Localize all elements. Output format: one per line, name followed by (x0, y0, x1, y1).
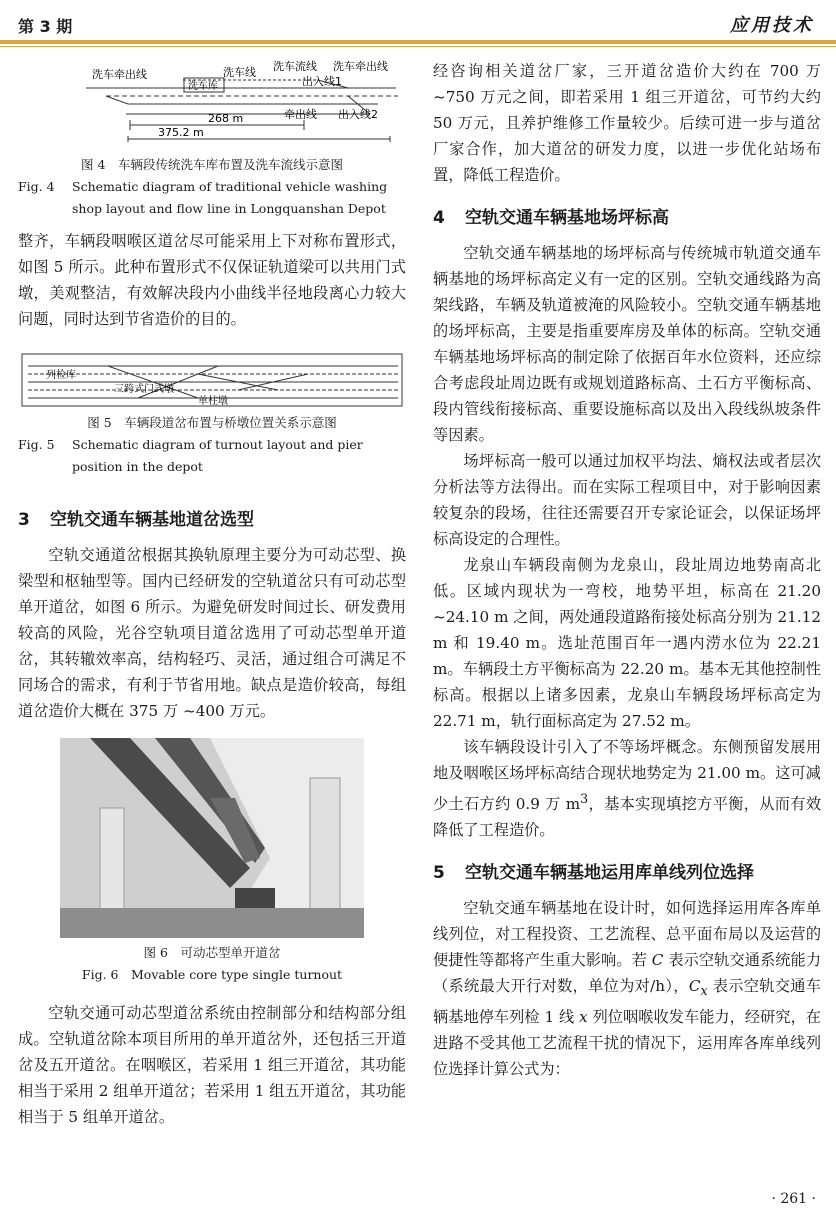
page-header (0, 0, 836, 44)
figure-6-caption-zh: 图 6 可动芯型单开道岔 (143, 945, 281, 960)
fig4-label-exit-line: 牵出线 (284, 108, 317, 121)
figure-4-diagram (18, 58, 406, 150)
section-5-number: 5 (433, 863, 445, 884)
section-5-paragraph (433, 895, 821, 1082)
fig4-label-wash-line: 洗车线 (223, 66, 256, 79)
fig5-label-single-pier: 单柱墩 (198, 396, 228, 407)
fig4-label-wash-stub-line: 洗车牵出线 (92, 68, 147, 81)
figure-4-caption-en-text: Schematic diagram of traditional vehicle washing shop layout and flow line in Longquanshan Depot (72, 179, 388, 216)
paragraph-turnout-cost: 经咨询相关道岔厂家，三开道岔造价大约在 700 万 ~750 万元之间，即若采用 1 组三开道岔，可节约大约 50 万元，且养护维修工作量较少。后续可进一步与道岔厂家合作，加大道岔的研发力度，以进一步优化站场布置，降低工程造价。 (433, 62, 821, 184)
fig4-label-wash-flow-line: 洗车流线 (273, 60, 317, 73)
section-4-paragraph-4 (433, 734, 821, 843)
fig4-label-len-375: 375.2 m (158, 126, 204, 139)
fig4-label-wash-shop: 洗车库 (188, 81, 218, 92)
symbol-C: C (651, 951, 664, 970)
section-4-number: 4 (433, 208, 445, 228)
section-5-text-b: 表示空轨交通系统能力（系统最大开行对数，单位为对/h）， (433, 951, 822, 996)
fig5-label-bridge-pier: 三跨式门式墩 (114, 384, 174, 395)
left-column (18, 58, 406, 1130)
figure-5-diagram (18, 344, 406, 408)
figure-5-caption-zh: 图 5 车辆段道岔布置与桥墩位置关系示意图 (87, 415, 337, 430)
figure-4-caption-en (18, 176, 406, 220)
figure-4 (18, 58, 406, 220)
right-column (433, 58, 821, 1082)
fig4-label-entry-line-1: 出入线1 (302, 75, 342, 88)
figure-4-label: Fig. 4 (18, 179, 55, 194)
figure-6 (18, 738, 406, 986)
section-3-number: 3 (18, 510, 30, 530)
figure-5-caption-en-text: Schematic diagram of turnout layout and pier position in the depot (72, 437, 363, 474)
section-4-p4-superscript: 3 (580, 791, 589, 806)
section-5-heading (433, 861, 821, 885)
figure-4-caption-zh: 图 4 车辆段传统洗车库布置及洗车流线示意图 (81, 157, 343, 172)
section-5-text-d: 列位咽喉收发车能力，经研究，在进路不受其他工艺流程干扰的情况下，运用库各库单线列位选择计算公式为： (433, 1008, 821, 1079)
figure-5-label: Fig. 5 (18, 437, 55, 452)
figure-6-caption-en-text: Movable core type single turnout (131, 967, 343, 982)
figure-6-label: Fig. 6 (81, 967, 119, 982)
header-rule (0, 40, 836, 44)
section-4-paragraph-3: 龙泉山车辆段南侧为龙泉山，段址周边地势南高北低。区域内现状为一弯校，地势平坦，标高在 21.20 ~24.10 m 之间，两处通段道路衔接处标高分别为 21.12 m 和 19.40 m。选址范围百年一遇内涝水位为 22.21 m。车辆段土方平衡标高为 22.20 m。基本无其他控制性标高。根据以上诸多因素，龙泉山车辆段场坪标高定为 22.71 m，轨行面标高定为 27.52 m。 (433, 556, 821, 730)
page-number: · 261 · (771, 1191, 816, 1207)
symbol-Cx: C (688, 977, 701, 996)
section-5-text-c: 表示空轨交通车辆基地停车列检 1 线 (433, 977, 821, 1027)
section-4-p4-text: 该车辆段设计引入了不等场坪概念。东侧预留发展用地及咽喉区场坪标高结合现状地势定为 21.00 m。这可减少土石方约 0.9 万 m (433, 738, 821, 814)
section-4-paragraph-2: 场坪标高一般可以通过加权平均法、熵权法或者层次分析法等方法得出。而在实际工程项目中，对于影响因素较复杂的段场，往往还需要召开专家论证会，以保证场坪标高设定的合理性。 (433, 452, 821, 548)
fig5-label-parking-shop: 列检库 (46, 370, 76, 381)
column-title: 应用技术 (730, 15, 814, 36)
fig4-label-entry-line-2: 出入线2 (338, 108, 378, 121)
figure-5-caption-en (18, 434, 406, 478)
section-5-text-a: 空轨交通车辆基地在设计时，如何选择运用库各库单线列位，对工程投资、工艺流程、总平面布局以及运营的便捷性等都将产生重大影响。若 (433, 899, 821, 970)
fig4-label-wash-exit-line: 洗车牵出线 (333, 60, 388, 73)
symbol-x: x (579, 1008, 588, 1027)
section-4-p4-text-end: ，基本实现填挖方平衡，从而有效降低了工程造价。 (433, 795, 822, 840)
section-5-title: 空轨交通车辆基地运用库单线列位选择 (465, 863, 754, 884)
symbol-Cx-subscript: x (700, 983, 708, 999)
figure-5 (18, 344, 406, 478)
section-4-paragraph-1: 空轨交通车辆基地的场坪标高与传统城市轨道交通车辆基地的场坪标高定义有一定的区别。空轨交通线路为高架线路，车辆及轨道被淹的风险较小。空轨交通车辆基地的场坪标高，主要是指重要库房及单体的标高。空轨交通车辆基地场坪标高的制定除了依据百年水位资料，还应综合考虑段址周边既有或规划道路标高、土石方平衡标高、段内管线衔接标高、重要设施标高以及出入段线纵坡条件等因素。 (433, 244, 821, 444)
header-rule-thin (0, 46, 836, 47)
figure-6-photo (60, 738, 364, 938)
issue-label: 第 3 期 (18, 17, 73, 36)
figure-6-caption-en (18, 964, 406, 986)
paragraph-continuation: 整齐，车辆段咽喉区道岔尽可能采用上下对称布置形式，如图 5 所示。此种布置形式不仅保证轨道梁可以共用门式墩，美观整洁，有效解决段内小曲线半径地段离心力较大问题，同时达到节省造价的目的。 (18, 232, 406, 328)
fig4-label-len-268: 268 m (208, 112, 244, 125)
section-4-title: 空轨交通车辆基地场坪标高 (465, 208, 669, 228)
section-3-heading (18, 508, 406, 532)
section-3-paragraph: 空轨交通道岔根据其换轨原理主要分为可动芯型、换梁型和枢轴型等。国内已经研发的空轨道岔只有可动芯型单开道岔，如图 6 所示。为避免研发时间过长、研发费用较高的风险，光谷空轨项目道岔选用了可动芯型单开道岔，其转辙效率高，结构轻巧、灵活，通过组合可满足不同场合的需求，有利于节省用地。缺点是造价较高，每组道岔造价大概在 375 万 ~400 万元。 (18, 546, 406, 720)
figure-6-photo-illustration (60, 738, 364, 938)
section-3-title: 空轨交通车辆基地道岔选型 (50, 510, 254, 530)
paragraph-turnout-system: 空轨交通可动芯型道岔系统由控制部分和结构部分组成。空轨道岔除本项目所用的单开道岔外，还包括三开道岔及五开道岔。在咽喉区，若采用 1 组三开道岔，其功能相当于采用 2 组单开道岔；若采用 1 组五开道岔，其功能相当于 5 组单开道岔。 (18, 1004, 406, 1126)
section-4-heading (433, 206, 821, 230)
